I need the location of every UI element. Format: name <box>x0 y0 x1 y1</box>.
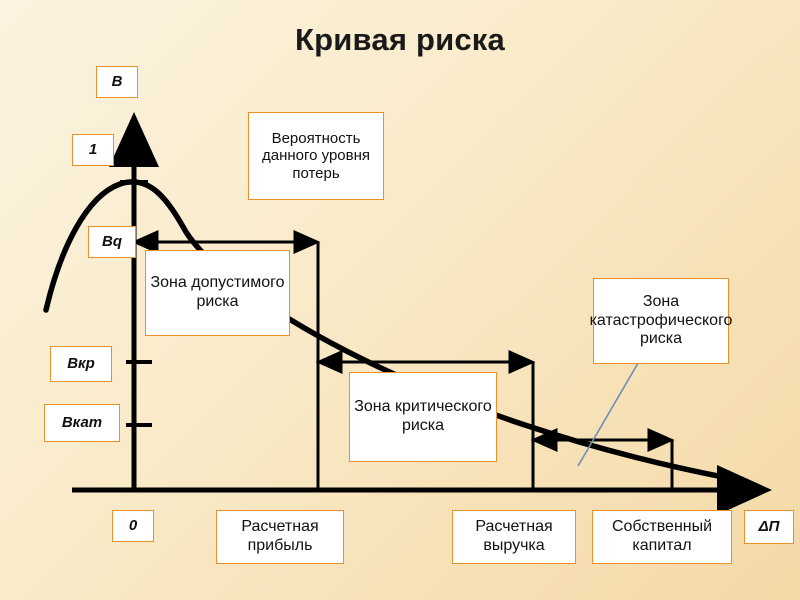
y-tick-label-bkr: Вкр <box>50 346 112 382</box>
y-tick-label-bkat: Вкат <box>44 404 120 442</box>
y-tick-label-bq: Bq <box>88 226 136 258</box>
y-axis-label: B <box>96 66 138 98</box>
annotation-zone-acceptable: Зона допустимого риска <box>145 250 290 336</box>
annotation-probability: Вероятность данного уровня потерь <box>248 112 384 200</box>
x-axis-label: ΔП <box>744 510 794 544</box>
x-category-capital: Собственный капитал <box>592 510 732 564</box>
origin-label: 0 <box>112 510 154 542</box>
y-tick-label-one: 1 <box>72 134 114 166</box>
x-category-revenue: Расчетная выручка <box>452 510 576 564</box>
leader-line-catastrophic <box>578 346 648 466</box>
annotation-zone-critical: Зона критического риска <box>349 372 497 462</box>
x-category-profit: Расчетная прибыль <box>216 510 344 564</box>
annotation-zone-catastrophic: Зона катастрофического риска <box>593 278 729 364</box>
page-title: Кривая риска <box>295 22 505 57</box>
